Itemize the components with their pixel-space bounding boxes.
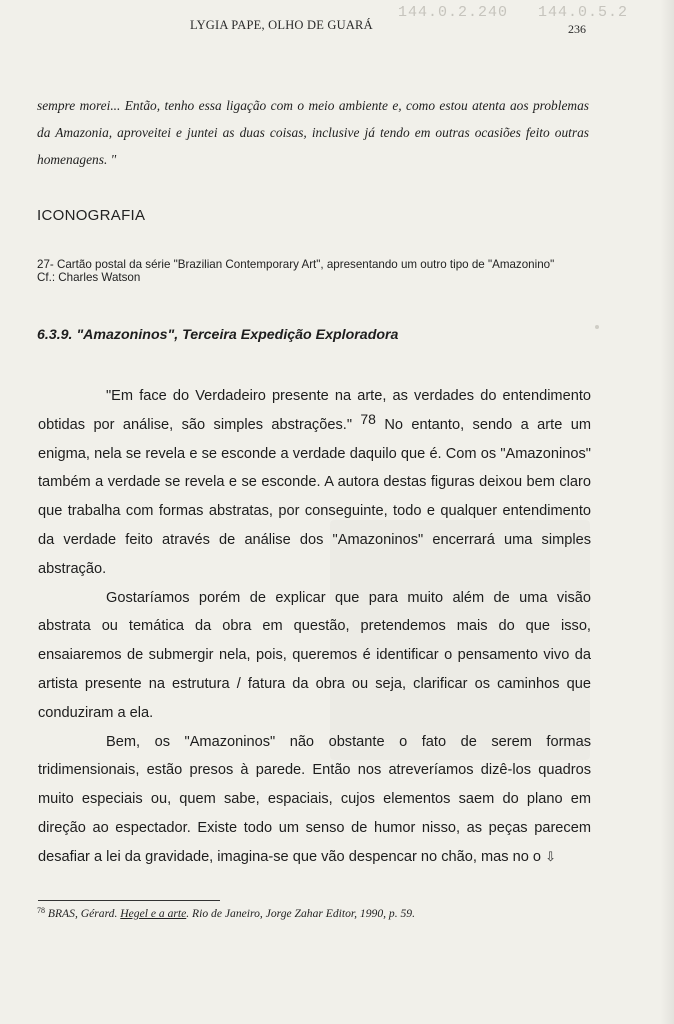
section-heading: 6.3.9. "Amazoninos", Terceira Expedição Exploradora	[37, 327, 399, 343]
caption-line: Cf.: Charles Watson	[37, 271, 141, 284]
footnote-number: 78	[37, 906, 45, 915]
paragraph: Gostaríamos porém de explicar que para muito além de uma visão abstrata ou temática da obra em questão, pretendemos mais do que isso, ensaiaremos de submergir nela, pois, queremos é identificar o pensamento vivo da artista presente na estrutura / fatura da obra ou seja, clarificar os caminhos que conduziram a ela.	[38, 589, 591, 721]
pencil-archive-mark-2: 144.0.5.2	[538, 4, 629, 21]
running-header: LYGIA PAPE, OLHO DE GUARÁ	[190, 18, 373, 32]
iconografia-heading: ICONOGRAFIA	[37, 207, 146, 224]
footnote-title: Hegel e a arte	[120, 907, 187, 920]
paragraph-text: "Em face do Verdadeiro presente na arte, as verdades do entendimento obtidas por análise, são simples abstrações."	[38, 388, 591, 433]
paragraph	[38, 382, 591, 584]
page-edge-shadow	[660, 0, 674, 1024]
down-arrow-icon: ⇩	[545, 848, 556, 864]
footnote-reference: 78	[360, 410, 376, 427]
pencil-archive-mark: 144.0.2.240	[398, 4, 509, 21]
paragraph-text: No entanto, sendo a arte um enigma, nela se revela e se esconde a verdade daquilo que é. Com os "Amazoninos" também a verdade se revela e se esconde. A autora destas figuras deixou bem claro que trabalha com formas abstratas, por conseguinte, todo e qualquer entendimento da verdade feito através de análise dos "Amazoninos" encerrará uma simples abstração.	[38, 416, 591, 577]
page-number: 236	[568, 22, 586, 36]
body-text	[38, 382, 591, 872]
paper-speck	[595, 325, 599, 329]
figure-caption	[37, 258, 597, 284]
paragraph	[38, 728, 591, 872]
footnote	[37, 906, 597, 920]
quote-continuation: sempre morei... Então, tenho essa ligação com o meio ambiente e, como estou atenta aos problemas da Amazonia, aproveitei e juntei as duas coisas, inclusive já tendo em outras ocasiões feito outras homenagens. "	[37, 98, 589, 167]
paragraph-text: Bem, os "Amazoninos" não obstante o fato de serem formas tridimensionais, estão presos à parede. Então nos atreveríamos dizê-los quadros muito especiais ou, quem sabe, espaciais, cujos elementos saem do plano em direção ao espectador. Existe todo um senso de humor nisso, as peças parecem desafiar a lei da gravidade, imagina-se que vão despencar no chão, mas no o	[38, 733, 591, 865]
footnote-author: BRAS, Gérard.	[45, 907, 121, 920]
caption-line: 27- Cartão postal da série "Brazilian Contemporary Art", apresentando um outro tipo de "Amazonino"	[37, 258, 555, 271]
footnote-publication: . Rio de Janeiro, Jorge Zahar Editor, 1990, p. 59.	[186, 907, 415, 920]
footnote-divider	[38, 900, 220, 901]
